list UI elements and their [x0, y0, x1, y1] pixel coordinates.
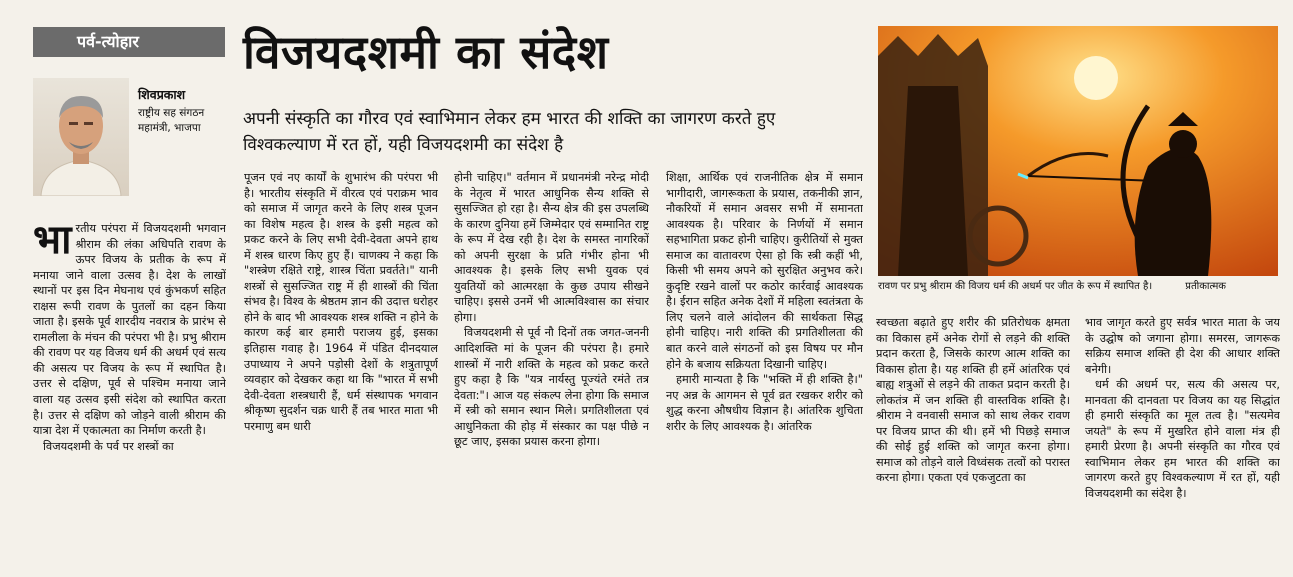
drop-cap: भा [33, 221, 72, 263]
section-label: पर्व-त्योहार [33, 27, 225, 57]
paragraph: स्वच्छता बढ़ाते हुए शरीर की प्रतिरोधक क्षमता का विकास हमें अनेक रोगों से लड़ने की शक्ति प्रदान करता है, जिसके कारण आत्म शक्ति का विकास होता है। यह शक्ति ही हमें आंतरिक एवं बाह्य शत्रुओं से लड़ने की ताकत प्रदान करती है। लोकतंत्र में जन शक्ति ही वास्तविक शक्ति है। श्रीराम ने वनवासी समाज को साथ लेकर रावण पर विजय प्राप्त की थी। हमें भी पिछड़े समाज की सोई हुई शक्ति को जागृत करना होगा। समाज को तोड़ने वाले विध्वंसक तत्वों को परास्त करना होगा। एकता एवं एकजुटता का [876, 316, 1070, 485]
image-caption [878, 280, 1278, 294]
column-4 [666, 170, 863, 564]
headline: विजयदशमी का संदेश [243, 25, 609, 79]
paragraph: पूजन एवं नए कार्यों के शुभारंभ की परंपरा भी है। भारतीय संस्कृति में वीरत्व एवं पराक्रम भाव को समाज में जागृत करने के लिए शस्त्र पूजन का विशेष महत्व है। शस्त्र के इसी महत्व को प्रकट करने के लिए सभी देवी-देवता अपने हाथ में शस्त्र धारण किए हुए हैं। चाणक्य ने कहा कि "शस्त्रेण रक्षिते राष्ट्रे, शास्त्र चिंता प्रवर्तते।" यानी शस्त्रों से सुसज्जित राष्ट्र में ही शास्त्रों की चिंता संभव है। विश्व के श्रेष्ठतम ज्ञान की उदात्त धरोहर होने के बाद भी आवश्यक शस्त्र शक्ति न होने के कारण कई बार हमारी पराजय हुई, इसका इतिहास गवाह है। 1964 में पंडित दीनदयाल उपाध्याय ने अपने पड़ोसी देशों के शत्रुतापूर्ण व्यवहार को देखकर कहा था कि "भारत में सभी देवी-देवता शस्त्रधारी हैं, धर्म संस्थापक भगवान श्रीकृष्ण सुदर्शन चक्र धारी हैं तब भारत माता भी परमाणु बम धारी [244, 171, 438, 433]
paragraph: धर्म की अधर्म पर, सत्य की असत्य पर, मानवता की दानवता पर विजय का यह सिद्धांत ही हमारी संस्कृति का मूल तत्व है। "सत्यमेव जयते" के रूप में मुखरित होने वाला मंत्र ही हमारी प्रेरणा है। अपनी संस्कृति का गौरव एवं स्वाभिमान लेकर हम भारत की शक्ति का जागरण करते हुए विश्वकल्याण में रत हों, यही विजयदशमी का संदेश है। [1085, 378, 1280, 501]
author-designation: राष्ट्रीय सह संगठन महामंत्री, भाजपा [138, 107, 205, 134]
caption-text: रावण पर प्रभु श्रीराम की विजय धर्म की अधर्म पर जीत के रूप में स्थापित है। [878, 281, 1153, 292]
author-portrait-icon [33, 78, 129, 196]
column-2 [244, 170, 438, 564]
ram-ravan-illustration-icon [878, 26, 1278, 276]
column-6 [1085, 315, 1280, 565]
paragraph: होनी चाहिए।" वर्तमान में प्रधानमंत्री नरेन्द्र मोदी के नेतृत्व में भारत आधुनिक सैन्य शक्ति से सुसज्जित हो रहा है। सैन्य क्षेत्र की इस उपलब्धि के कारण दुनिया हमें जिम्मेदार एवं सम्मानित राष्ट्र के रूप में देख रही है। देश के समस्त नागरिकों को अपनी सुरक्षा के प्रति गंभीर होना भी आवश्यक है। इसके लिए सभी युवक एवं युवतियों को आत्मरक्षा के कुछ उपाय सीखने चाहिए। इससे उनमें भी आत्मविश्वास का संचार होगा। [454, 171, 649, 324]
paragraph-text: रतीय परंपरा में विजयदशमी भगवान श्रीराम की लंका अधिपति रावण के ऊपर विजय के प्रतीक के रूप में मनाया जाने वाला उत्सव है। देश के लाखों स्थानों पर इस दिन मेघनाथ एवं कुंभकर्ण सहित राक्षस रूपी रावण के पुतलों का दहन किया जाता है। इसके पूर्व शारदीय नवरात्र के प्रारंभ से रामलीला के मंचन की परंपरा भी है। प्रभु श्रीराम की रावण पर यह विजय धर्म की अधर्म एवं सत्य की असत्य पर विजय के रूप में स्थापित है। उत्तर से दक्षिण, पूर्व से पश्चिम मनाया जाने वाला यह उत्सव इसी संदेश को स्थापित करता है। उत्तर से दक्षिण को जोड़ने वाली श्रीराम की यात्रा देश में एकात्मता का निर्माण करती है। [33, 222, 226, 438]
hero-image [878, 26, 1278, 276]
column-5 [876, 315, 1070, 565]
column-3 [454, 170, 649, 564]
paragraph [33, 221, 226, 439]
paragraph: विजयदशमी से पूर्व नौ दिनों तक जगत-जननी आदिशक्ति मां के पूजन की परंपरा है। हमारे शास्त्रों में नारी शक्ति के महत्व को प्रकट करते हुए कहा है कि "यत्र नार्यस्तु पूज्यंते रमंते तत्र देवता:"। आज यह संकल्प लेना होगा कि समाज में स्त्री को समान स्थान मिले। प्रगतिशीलता एवं आधुनिकता की होड़ में संस्कार का पक्ष पीछे न छूट जाए, इसका प्रयास करना होगा। [454, 326, 649, 449]
image-credit: प्रतीकात्मक [1185, 281, 1226, 292]
paragraph: हमारी मान्यता है कि "भक्ति में ही शक्ति है।" नए अन्न के आगमन से पूर्व व्रत रखकर शरीर को शुद्ध करना औषधीय विज्ञान है। आंतरिक शुचिता शरीर के लिए आवश्यक है। आंतरिक [666, 373, 863, 433]
author-photo [33, 78, 129, 196]
column-1 [33, 221, 226, 564]
deck: अपनी संस्कृति का गौरव एवं स्वाभिमान लेकर हम भारत की शक्ति का जागरण करते हुए विश्वकल्याण में रत हों, यही विजयदशमी का संदेश है [243, 109, 776, 155]
author-name: शिवप्रकाश [138, 87, 186, 102]
paragraph: भाव जागृत करते हुए सर्वत्र भारत माता के जय के उद्घोष को जगाना होगा। समरस, जागरूक सक्रिय समाज शक्ति ही देश की आधार शक्ति बनेगी। [1085, 316, 1280, 376]
paragraph: विजयदशमी के पर्व पर शस्त्रों का [43, 439, 174, 453]
paragraph: शिक्षा, आर्थिक एवं राजनीतिक क्षेत्र में समान भागीदारी, जागरूकता के प्रयास, तकनीकी ज्ञान, नौकरियों में समान अवसर सभी में समानता आवश्यक है। परिवार के निर्णयों में समान सहभागिता प्रकट होनी चाहिए। कुरीतियों से मुक्त समाज का वातावरण ऐसा हो कि स्त्री कहीं भी, किसी भी समय अपने को सुरक्षित अनुभव करे। कुदृष्टि रखने वालों पर कठोर कार्रवाई आवश्यक है। ईरान सहित अनेक देशों में महिला स्वतंत्रता के लिए चलने वाले आंदोलन की सार्थकता सिद्ध होनी चाहिए। नारी शक्ति की प्रगतिशीलता की बात करने वाले संगठनों को इस विषय पर मौन होने के बजाय सक्रियता दिखानी चाहिए। [666, 171, 863, 371]
